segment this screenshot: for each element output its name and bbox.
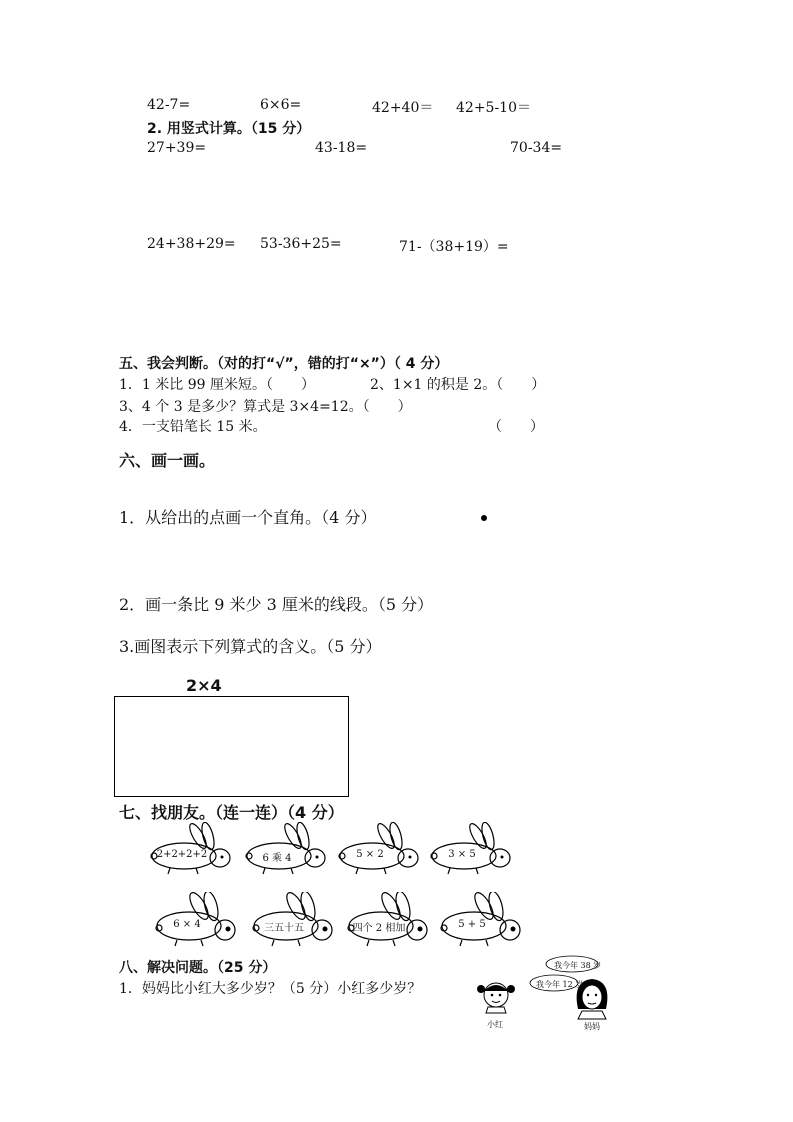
answer-paren: （ ）	[488, 419, 544, 435]
rabbit-label: 6 乘 4	[262, 853, 292, 864]
rabbit-label: 四个 2 相加	[352, 923, 406, 934]
rabbit-card	[338, 822, 420, 878]
calc-item: 53-36+25=	[260, 236, 342, 252]
calc-item: 42+40＝	[372, 100, 434, 116]
calc-item: 24+38+29=	[147, 236, 236, 252]
section-title: 七、找朋友。（连一连）（4 分）	[119, 803, 344, 822]
section-title: 2. 用竖式计算。（15 分）	[147, 121, 311, 137]
name-girl: 小红	[487, 1020, 503, 1029]
question: 2．画一条比 9 米少 3 厘米的线段。（5 分）	[119, 595, 434, 614]
calc-item: 71-（38+19）=	[399, 239, 509, 255]
question: 3、4 个 3 是多少？算式是 3×4=12。（ ）	[119, 399, 412, 415]
rabbit-card	[440, 892, 522, 948]
rabbit-label: 三五十五	[264, 923, 304, 934]
question: 1．妈妈比小红大多少岁？（5 分）小红多少岁？	[119, 981, 422, 997]
speech-bubble-girl: 我今年 12 岁	[536, 980, 584, 989]
rabbit-card	[430, 822, 512, 878]
question: 1．1 米比 99 厘米短。（ ）	[119, 377, 315, 393]
expression-label: 2×4	[186, 676, 222, 695]
rabbit-label: 5 + 5	[458, 919, 486, 930]
calc-item: 27+39=	[147, 140, 207, 156]
rabbit-card	[245, 822, 327, 878]
section-title: 五、我会判断。（对的打“√”，错的打“×”）（ 4 分）	[119, 356, 449, 372]
calc-item: 42+5-10＝	[456, 100, 531, 116]
calc-item: 6×6=	[260, 97, 302, 113]
rabbit-card	[252, 892, 334, 948]
question: 3.画图表示下列算式的含义。（5 分）	[119, 637, 382, 656]
rabbit-card	[155, 892, 237, 948]
question: 1．从给出的点画一个直角。（4 分）	[119, 508, 377, 527]
name-mom: 妈妈	[584, 1022, 600, 1031]
rabbit-card	[347, 892, 429, 948]
drawing-box	[114, 696, 349, 797]
rabbit-label: 3 × 5	[448, 849, 476, 860]
section-title: 八、解决问题。（25 分）	[119, 960, 277, 976]
calc-item: 43-18=	[315, 140, 368, 156]
calc-item: 70-34=	[510, 140, 563, 156]
question: 2、1×1 的积是 2。（ ）	[370, 377, 546, 393]
given-point	[481, 515, 487, 521]
question: 4．一支铅笔长 15 米。	[119, 419, 267, 435]
section-title: 六、画一画。	[119, 451, 216, 470]
illustration	[470, 955, 620, 1030]
rabbit-label: 2+2+2+2	[156, 849, 208, 860]
rabbit-label: 6 × 4	[173, 919, 201, 930]
rabbit-card	[150, 822, 232, 878]
speech-bubble-mom: 我今年 38 岁	[554, 961, 602, 970]
rabbit-label: 5 × 2	[356, 849, 384, 860]
calc-item: 42-7=	[147, 97, 191, 113]
